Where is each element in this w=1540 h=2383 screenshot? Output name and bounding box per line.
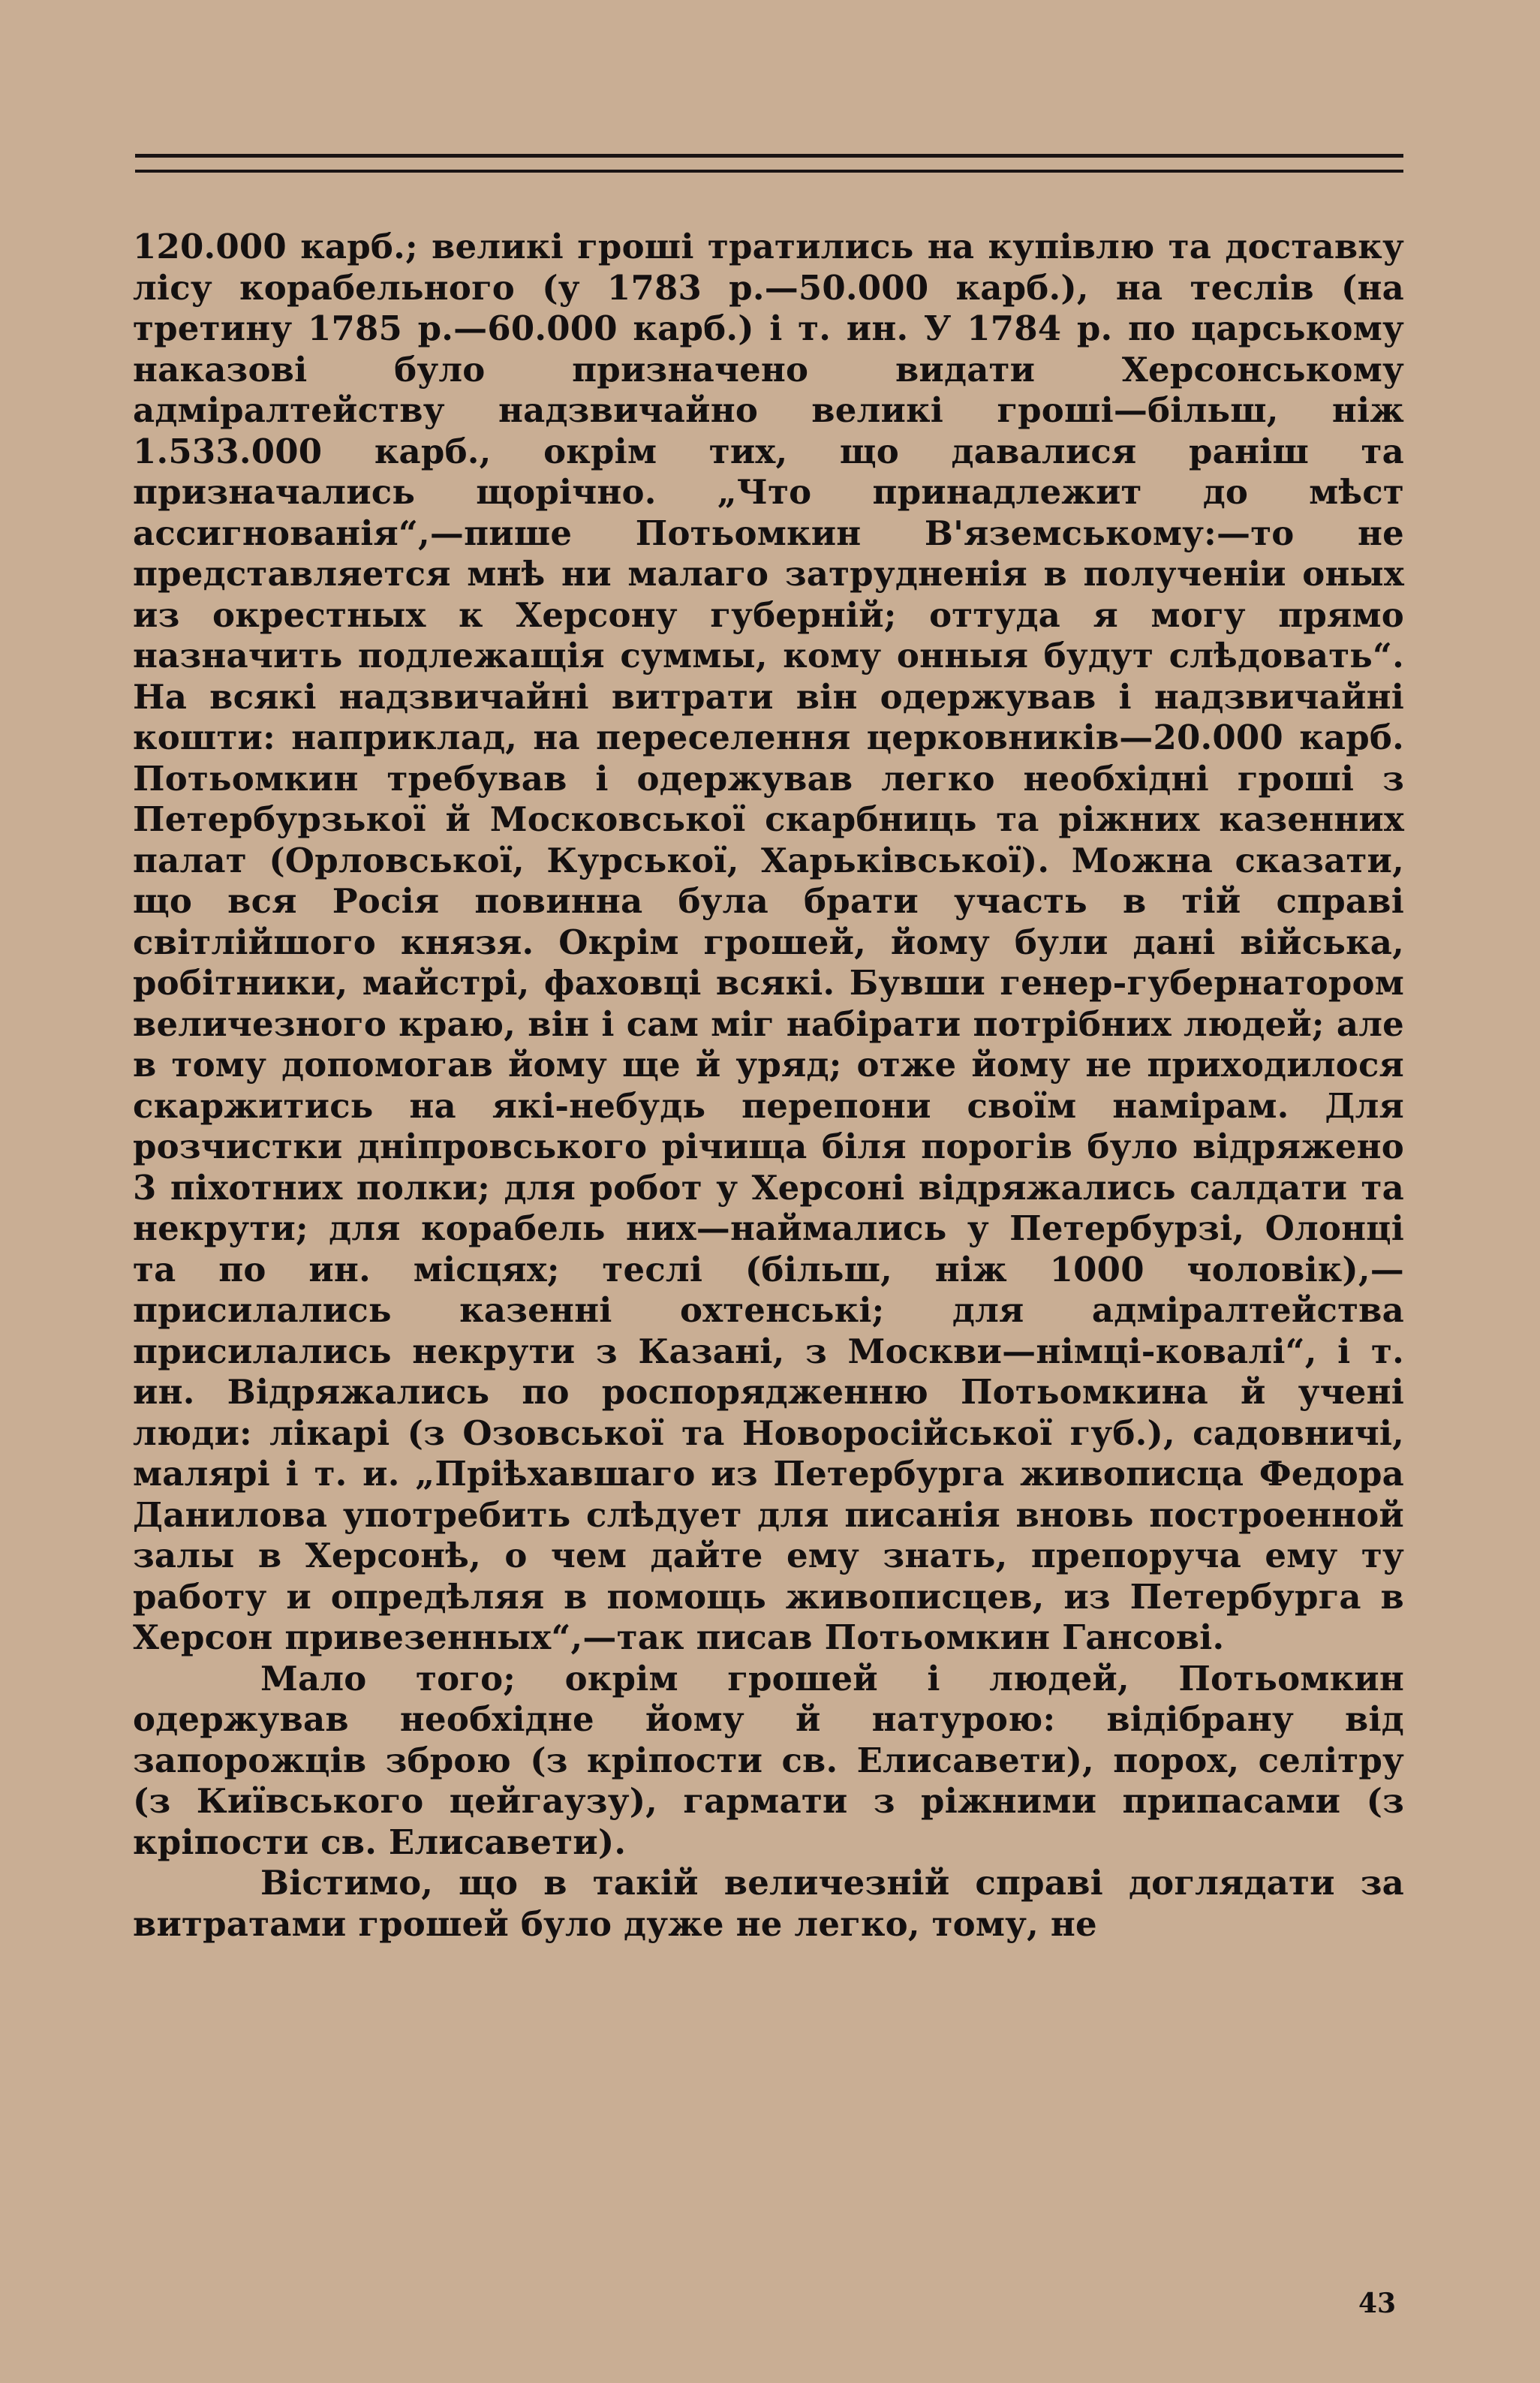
paragraph-2: Мало того; окрім грошей і людей, Потьомкин одержував необхідне йому й натурою: відібрану від запорожців зброю (з кріпости св. Елисавети), порох, селітру (з Київського цейгаузу), гармати з ріжними припасами (з кріпости св. Елисавети). bbox=[133, 1658, 1404, 1862]
top-rule-thin bbox=[135, 170, 1403, 173]
paragraph-3: Вістимо, що в такій величезній справі доглядати за витратами грошей було дуже не легко, тому, не bbox=[133, 1863, 1404, 1944]
page-number: 43 bbox=[1358, 2288, 1397, 2319]
paragraph-1: 120.000 карб.; великі гроші тратились на купівлю та доставку лісу корабельного (у 1783 р.—50.000 карб.), на теслів (на третину 1785 р.—60.000 карб.) і т. ин. У 1784 р. по царському наказові було призначено видати Херсонському адміралтейству надзвичайно великі гроші—більш, ніж 1.533.000 карб., окрім тих, що давалися раніш та призначались щорічно. „Что принадлежит до мѣст ассигнованія“,—пише Потьомкин В'яземському:—то не представляется мнѣ ни малаго затрудненія в полученіи оных из окрестных к Херсону губерній; оттуда я могу прямо назначить подлежащія суммы, кому онныя будут слѣдовать“. На всякі надзвичайні витрати він одержував і надзвичайні кошти: наприклад, на переселення церковників—20.000 карб. Потьомкин требував і одержував легко необхідні гроші з Петербурзької й Московської скарбниць та ріжних казенних палат (Орловської, Курської, Харьківської). Можна сказати, що вся Росія повинна була брати участь в тій справі світлійшого князя. Окрім грошей, йому були дані війська, робітники, майстрі, фаховці всякі. Бувши генер-губернатором величезного краю, він і сам міг набірати потрібних людей; але в тому допомогав йому ще й уряд; отже йому не приходилося скаржитись на які-небудь перепони своїм намірам. Для розчистки дніпровського річища біля порогів було відряжено 3 піхотних полки; для робот у Херсоні відряжались салдати та некрути; для корабель них—наймались у Петербурзі, Олонці та по ин. місцях; теслі (більш, ніж 1000 чоловік),—присилались казенні охтенські; для адміралтейства присилались некрути з Казані, з Москви—німці-ковалі“, і т. ин. Відряжались по роспорядженню Потьомкина й учені люди: лікарі (з Озовської та Новоросійської губ.), садовничі, малярі і т. и. „Пріѣхавшаго из Петербурга живописца Федора Данилова употребить слѣдует для писанія вновь построенной залы в Херсонѣ, о чем дайте ему знать, препоруча ему ту работу и опредѣляя в помощь живописцев, из Петербурга в Херсон привезенных“,—так писав Потьомкин Гансові. bbox=[133, 227, 1404, 1657]
body-text bbox=[133, 227, 1404, 1945]
top-rule-thick bbox=[135, 154, 1403, 158]
